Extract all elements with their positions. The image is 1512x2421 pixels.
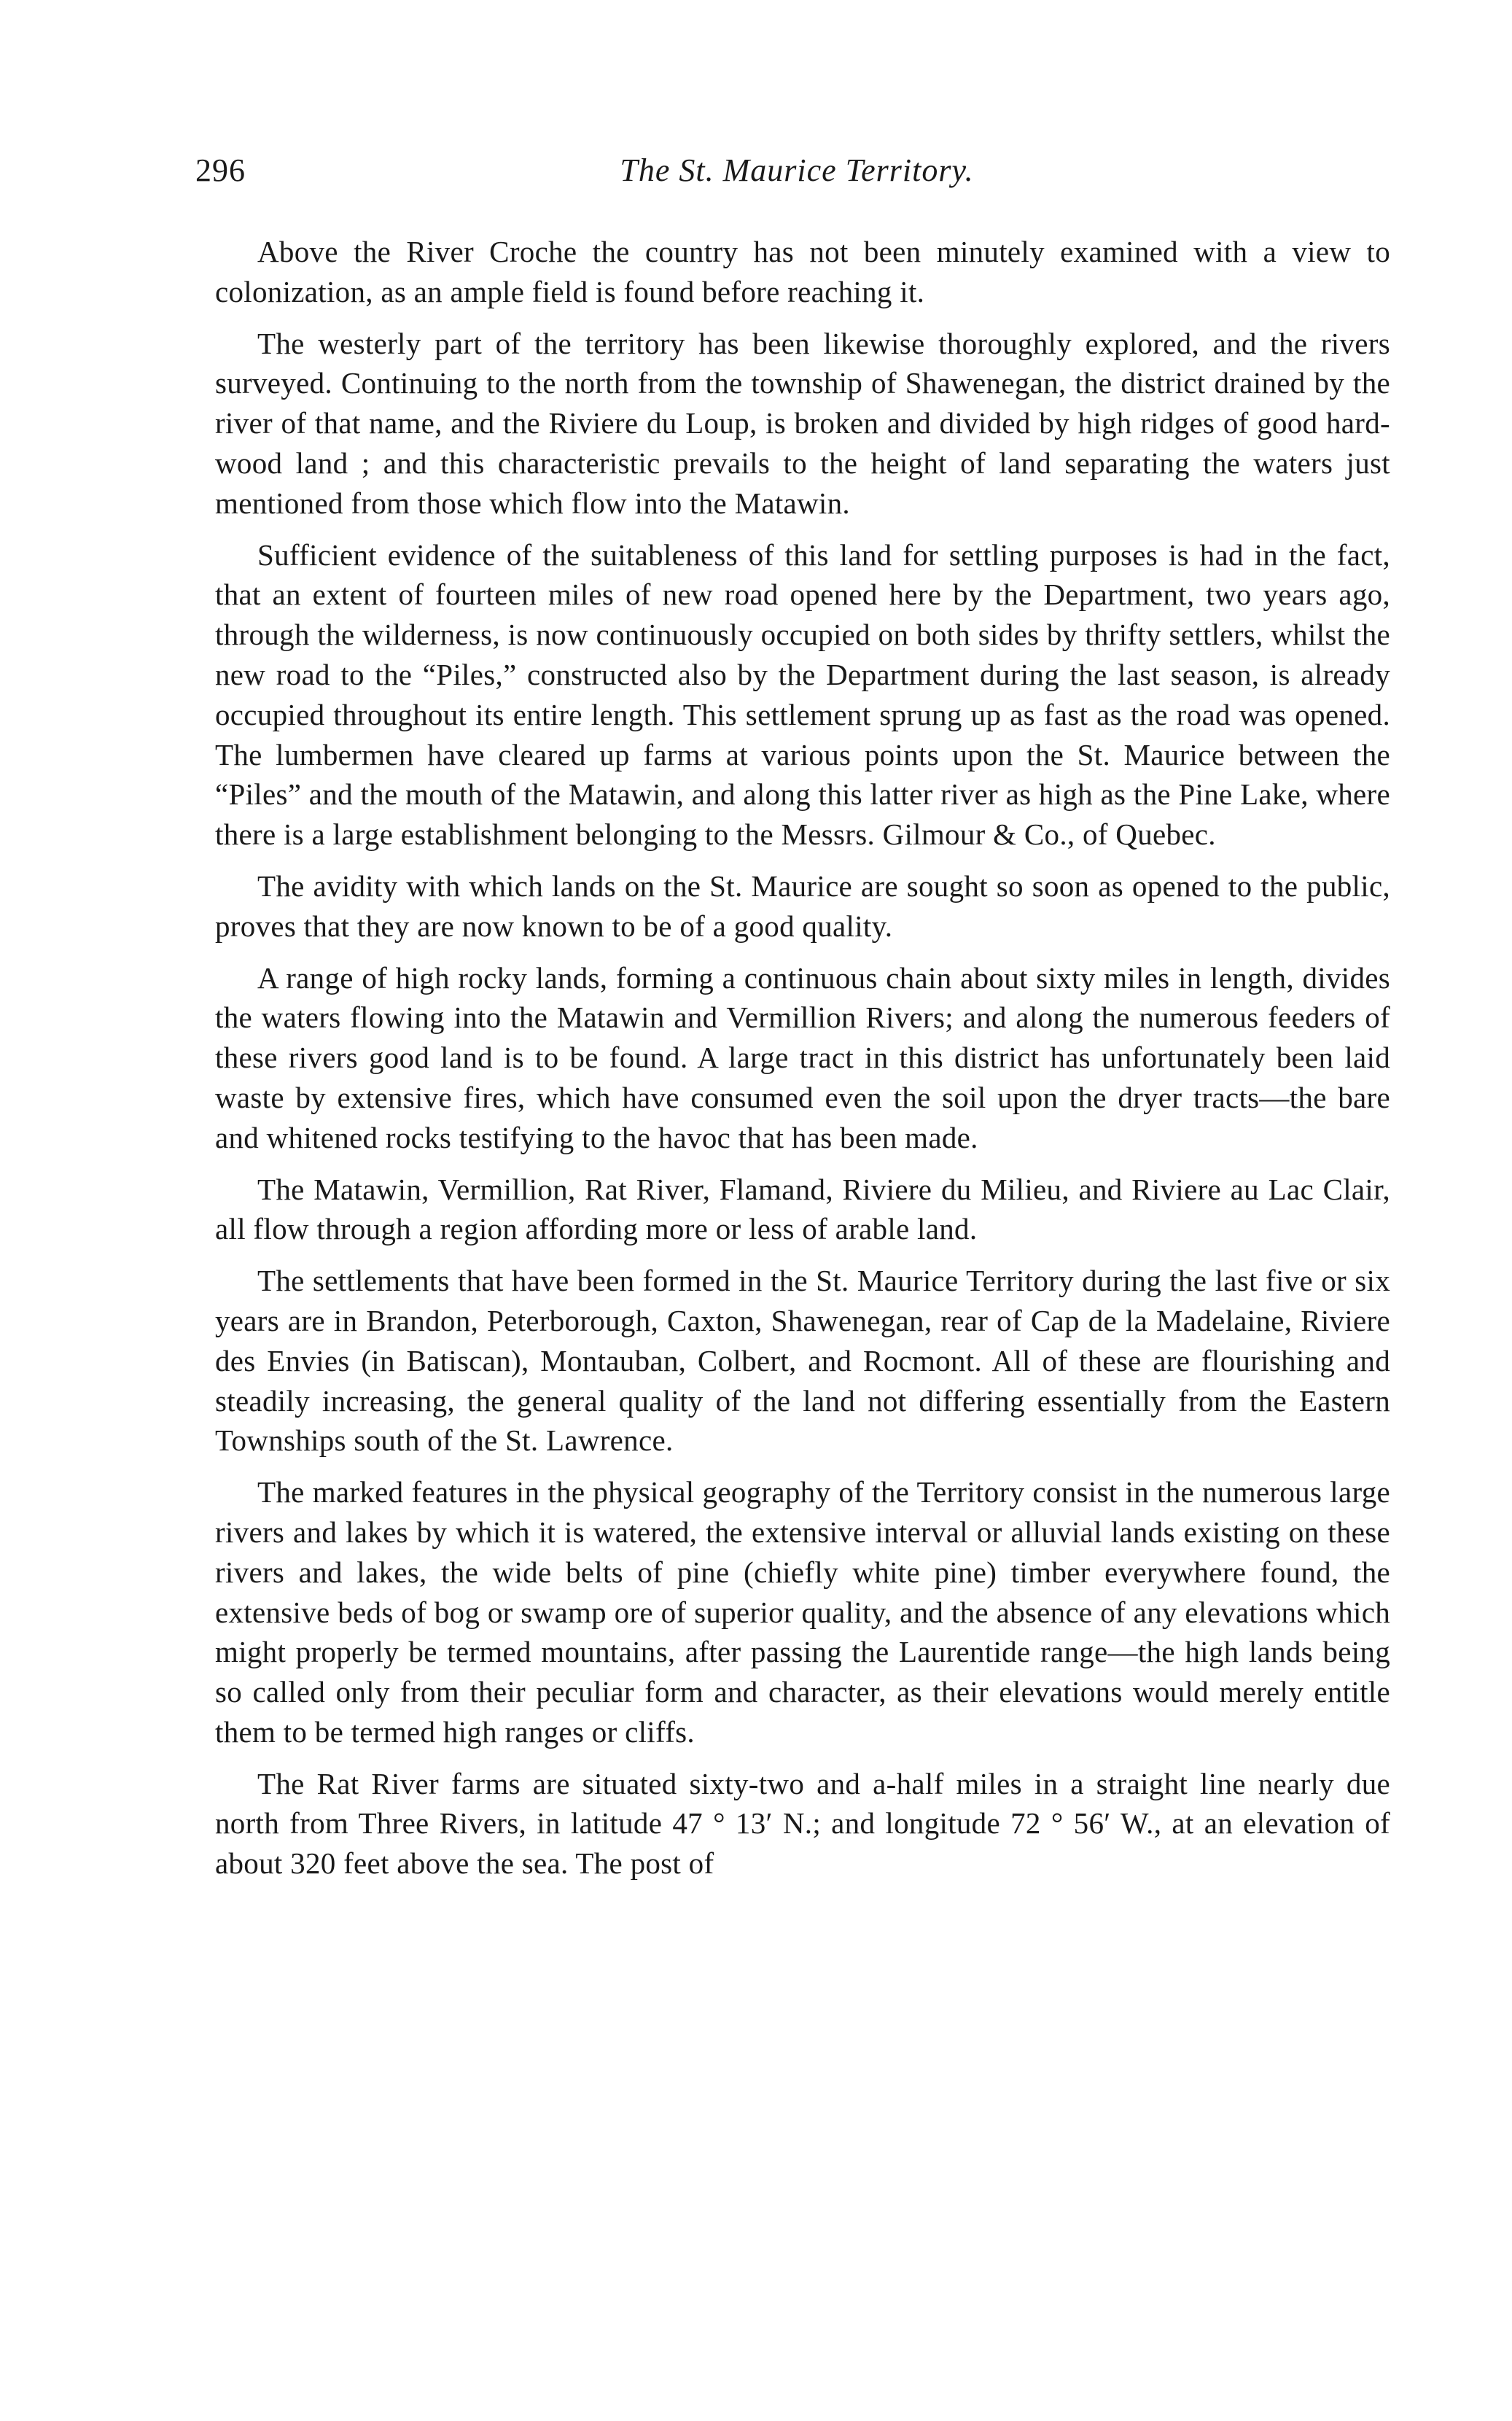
paragraph: A range of high rocky lands, forming a continuous chain about sixty miles in length, divides the waters flowing into the Matawin and Vermillion Rivers; and along the numerous feeders of these rivers good land is to be found. A large tract in this district has unfortunately been laid waste by extensive fires, which have consumed even the soil upon the dryer tracts—the bare and whitened rocks testifying to the havoc that has been made.	[215, 960, 1390, 1154]
paragraph: Sufficient evidence of the suitableness of this land for settling purposes is had in the fact, that an extent of fourteen miles of new road opened here by the Department, two years ago, through the wilderness, is now continuously occupied on both sides by thrifty settlers, whilst the new road to the “Piles,” constructed also by the Department during the last season, is already occupied throughout its entire length. This settlement sprung up as fast as the road was opened. The lumbermen have cleared up farms at various points upon the St. Maurice between the “Piles” and the mouth of the Matawin, and along this latter river as high as the Pine Lake, where there is a large establishment belonging to the Messrs. Gilmour & Co., of Quebec.	[215, 537, 1390, 852]
paragraph: The marked features in the physical geography of the Territory consist in the numerous large rivers and lakes by which it is watered, the extensive interval or alluvial lands existing on these rivers and lakes, the wide belts of pine (chiefly white pine) timber everywhere found, the extensive beds of bog or swamp ore of superior quality, and the absence of any elevations which might properly be termed mountains, after passing the Laurentide range—the high lands being so called only from their peculiar form and character, as their elevations would merely entitle them to be termed high ranges or cliffs.	[215, 1475, 1390, 1749]
paragraph: Above the River Croche the country has not been minutely examined with a view to colonization, as an ample field is found before reaching it.	[215, 235, 1390, 308]
running-title: The St. Maurice Territory.	[620, 152, 974, 188]
running-head	[195, 152, 1398, 203]
body-text	[215, 232, 1390, 1895]
paragraph: The westerly part of the territory has been likewise thoroughly explored, and the rivers surveyed. Continuing to the north from the township of Shawenegan, the district drained by the river of that name, and the Riviere du Loup, is broken and divided by high ridges of good hard-wood land ; and this characteristic prevails to the height of land separating the waters just mentioned from those which flow into the Matawin.	[215, 326, 1390, 520]
paragraph: The Matawin, Vermillion, Rat River, Flamand, Riviere du Milieu, and Riviere au Lac Clair, all flow through a region affording more or less of arable land.	[215, 1172, 1390, 1246]
page-number: 296	[195, 152, 246, 188]
paragraph: The Rat River farms are situated sixty-two and a-half miles in a straight line nearly due north from Three Rivers, in latitude 47 ° 13′ N.; and longitude 72 ° 56′ W., at an elevation of about 320 feet above the sea. The post of	[215, 1766, 1390, 1881]
paragraph: The avidity with which lands on the St. Maurice are sought so soon as opened to the public, proves that they are now known to be of a good quality.	[215, 868, 1390, 943]
paragraph: The settlements that have been formed in the St. Maurice Territory during the last five or six years are in Brandon, Peterborough, Caxton, Shawenegan, rear of Cap de la Madelaine, Riviere des Envies (in Batiscan), Montauban, Colbert, and Rocmont. All of these are flourishing and steadily increasing, the general quality of the land not differing essentially from the Eastern Townships south of the St. Lawrence.	[215, 1264, 1390, 1458]
